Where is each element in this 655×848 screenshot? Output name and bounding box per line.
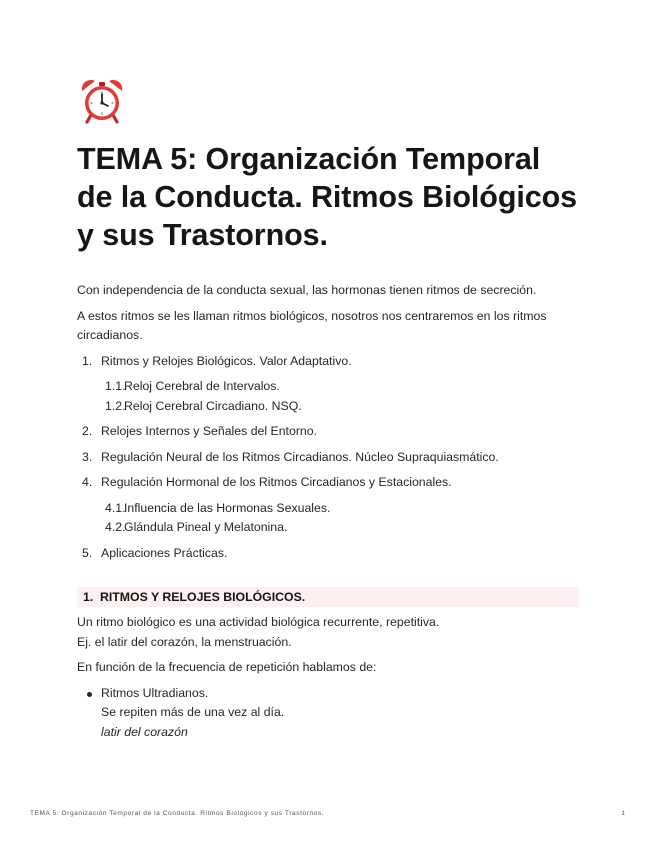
toc-item-label: Regulación Neural de los Ritmos Circadianos. Núcleo Supraquiasmático. <box>101 449 499 464</box>
toc-subitem <box>77 518 579 538</box>
page-footer <box>30 810 625 817</box>
toc-item-number: 1. <box>82 353 93 368</box>
toc-subitem-label: Glándula Pineal y Melatonina. <box>124 520 288 534</box>
toc-subitem <box>77 499 579 519</box>
footer-text: TEMA 5: Organización Temporal de la Conducta. Ritmos Biológicos y sus Trastornos. <box>30 810 325 817</box>
alarm-clock-icon <box>79 78 125 124</box>
toc-sublist <box>77 377 579 416</box>
section-heading-text: RITMOS Y RELOJES BIOLÓGICOS. <box>100 590 306 604</box>
table-of-contents <box>77 352 579 564</box>
toc-subitem-number: 4.2. <box>105 520 126 534</box>
toc-item-label: Ritmos y Relojes Biológicos. Valor Adaptativo. <box>101 353 352 368</box>
section-number: 1. <box>83 590 94 604</box>
toc-subitem-number: 1.1. <box>105 379 126 393</box>
bullet-description: Se repiten más de una vez al día. <box>101 705 285 719</box>
toc-subitem <box>77 377 579 397</box>
toc-item-label: Regulación Hormonal de los Ritmos Circadianos y Estacionales. <box>101 475 452 489</box>
toc-item <box>77 473 579 538</box>
bullet-title: Ritmos Ultradianos. <box>101 685 209 700</box>
toc-subitem-label: Reloj Cerebral Circadiano. NSQ. <box>124 398 302 413</box>
definition-text: Un ritmo biológico es una actividad biológica recurrente, repetitiva. <box>77 615 440 629</box>
list-item <box>77 684 579 743</box>
toc-item <box>77 448 579 468</box>
toc-item-number: 5. <box>82 545 93 560</box>
toc-subitem-label: Reloj Cerebral de Intervalos. <box>124 379 280 393</box>
section-heading <box>77 587 579 607</box>
toc-item <box>77 352 579 417</box>
toc-subitem-number: 4.1. <box>105 500 126 515</box>
toc-subitem <box>77 397 579 417</box>
toc-item-number: 3. <box>82 449 93 464</box>
toc-sublist <box>77 499 579 538</box>
intro-paragraph: Con independencia de la conducta sexual, las hormonas tienen ritmos de secreción. <box>77 283 537 297</box>
frequency-intro: En función de la frecuencia de repetición hablamos de: <box>77 660 377 674</box>
toc-subitem-label: Influencia de las Hormonas Sexuales. <box>124 500 331 515</box>
rhythm-types-list <box>77 684 579 743</box>
example-text: Ej. el latir del corazón, la menstruación. <box>77 634 292 649</box>
bullet-example: latir del corazón <box>101 724 188 739</box>
page-number: 1 <box>621 810 625 817</box>
toc-item-number: 4. <box>82 475 93 489</box>
toc-item-label: Relojes Internos y Señales del Entorno. <box>101 424 318 438</box>
toc-subitem-number: 1.2. <box>105 398 126 413</box>
toc-item <box>77 544 579 564</box>
definition-paragraph <box>77 613 579 652</box>
document-page <box>77 78 579 742</box>
toc-item-number: 2. <box>82 424 93 438</box>
toc-item <box>77 422 579 442</box>
toc-item-label: Aplicaciones Prácticas. <box>101 545 228 560</box>
intro-paragraph: A estos ritmos se les llaman ritmos biológicos, nosotros nos centraremos en los ritmos circadianos. <box>77 308 547 342</box>
bullet-dot-icon <box>87 692 92 697</box>
page-title: TEMA 5: Organización Temporal de la Conducta. Ritmos Biológicos y sus Trastornos. <box>77 142 577 252</box>
